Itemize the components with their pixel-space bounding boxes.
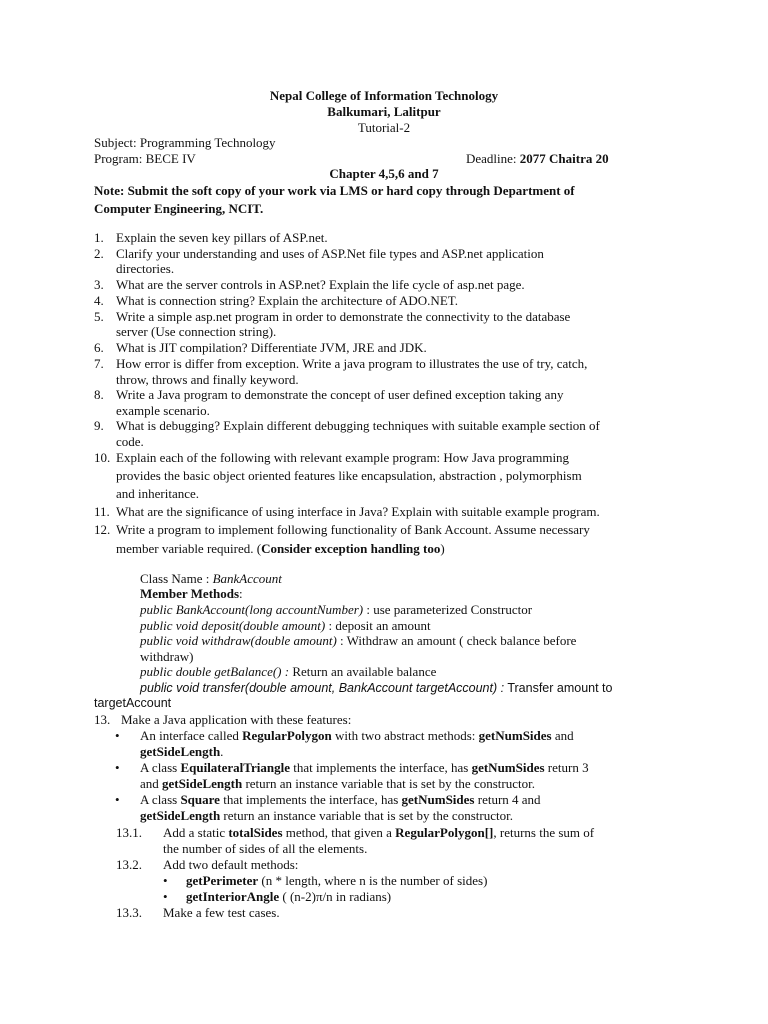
method-getbalance <box>140 664 680 680</box>
bullet: • <box>115 728 120 743</box>
sub-question-number: 13.2. <box>116 857 142 872</box>
text-bold: getNumSides <box>471 760 545 775</box>
question-text: Write a Java program to demonstrate the concept of user defined exception taking any <box>116 387 564 402</box>
question-number: 11. <box>94 504 110 519</box>
question-number: 3. <box>94 277 104 292</box>
question-text: What are the significance of using interface in Java? Explain with suitable example program. <box>116 504 600 519</box>
text-bold: getNumSides <box>478 728 552 743</box>
question-text: throw, throws and finally keyword. <box>116 372 299 387</box>
question-text: What is JIT compilation? Differentiate JVM, JRE and JDK. <box>116 340 427 355</box>
sub-question-text <box>163 825 683 841</box>
bullet-text <box>140 760 680 776</box>
sub-question-text: Make a few test cases. <box>163 905 280 920</box>
bullet-text <box>140 776 680 792</box>
text-plain: return 3 <box>544 760 589 775</box>
text-plain: , returns the sum of <box>493 825 595 840</box>
question-number: 7. <box>94 356 104 371</box>
text-bold: getSideLength <box>162 776 243 791</box>
question-text: What is debugging? Explain different debugging techniques with suitable example section of <box>116 418 600 433</box>
question-text: server (Use connection string). <box>116 324 277 339</box>
bullet-text <box>186 873 487 889</box>
methods-colon: : <box>239 586 243 601</box>
text-plain: ( (n-2)π/n in radians) <box>279 889 392 904</box>
sub-question-number: 13.1. <box>116 825 142 840</box>
bullet: • <box>115 760 120 775</box>
method-constructor <box>140 602 680 618</box>
text-plain: return 4 and <box>474 792 541 807</box>
deadline-value: 2077 Chaitra 20 <box>519 151 609 166</box>
question-text: directories. <box>116 261 175 276</box>
college-name: Nepal College of Information Technology <box>269 88 499 103</box>
question-text-plain: ) <box>440 541 445 556</box>
method-description: : use parameterized Constructor <box>363 602 533 617</box>
class-label: Class Name : <box>140 571 213 586</box>
question-text: Make a Java application with these features: <box>121 712 352 727</box>
text-bold: EquilateralTriangle <box>180 760 290 775</box>
text-bold: Square <box>180 792 220 807</box>
method-signature: public void withdraw(double amount) <box>140 633 337 648</box>
method-signature: public BankAccount(long accountNumber) <box>140 602 364 617</box>
bullet-text <box>140 792 680 808</box>
text-plain: and <box>551 728 574 743</box>
text-plain: that implements the interface, has <box>290 760 472 775</box>
text-plain: method, that given a <box>282 825 396 840</box>
bullet: • <box>163 889 168 904</box>
method-signature: public void transfer(double amount, BankAccount targetAccount) : <box>140 681 505 695</box>
bullet: • <box>163 873 168 888</box>
question-number: 1. <box>94 230 104 245</box>
sub-question-number: 13.3. <box>116 905 142 920</box>
question-text-plain: member variable required. ( <box>116 541 262 556</box>
text-plain: . <box>220 744 224 759</box>
text-plain: A class <box>140 760 181 775</box>
text-plain: (n * length, where n is the number of sides) <box>258 873 488 888</box>
subject-line: Subject: Programming Technology <box>94 135 276 150</box>
question-text: Write a program to implement following functionality of Bank Account. Assume necessary <box>116 522 590 537</box>
college-location: Balkumari, Lalitpur <box>327 104 441 119</box>
text-bold: totalSides <box>228 825 283 840</box>
question-text: example scenario. <box>116 403 210 418</box>
deadline-line <box>466 151 609 167</box>
text-plain: with two abstract methods: <box>331 728 479 743</box>
text-bold: getInteriorAngle <box>186 889 280 904</box>
chapter-line: Chapter 4,5,6 and 7 <box>329 166 439 181</box>
question-number: 12. <box>94 522 111 537</box>
question-text <box>116 541 682 557</box>
bullet-text <box>140 808 680 824</box>
question-number: 13. <box>94 712 111 727</box>
text-plain: return an instance variable that is set by the constructor. <box>220 808 513 823</box>
methods-label: Member Methods <box>140 586 240 601</box>
text-plain: An interface called <box>140 728 243 743</box>
method-withdraw-cont: withdraw) <box>140 649 194 664</box>
question-text-bold: Consider exception handling too <box>261 541 441 556</box>
bullet-text <box>140 744 680 760</box>
method-transfer-cont: targetAccount <box>94 696 172 710</box>
sub-question-text: the number of sides of all the elements. <box>163 841 368 856</box>
method-description: Return an available balance <box>289 664 437 679</box>
question-text: What are the server controls in ASP.net? Explain the life cycle of asp.net page. <box>116 277 525 292</box>
question-number: 8. <box>94 387 104 402</box>
question-number: 4. <box>94 293 104 308</box>
tutorial-title: Tutorial-2 <box>357 120 411 135</box>
text-plain: return an instance variable that is set by the constructor. <box>242 776 535 791</box>
method-deposit <box>140 618 680 634</box>
method-description: : deposit an amount <box>325 618 431 633</box>
text-bold: getSideLength <box>140 744 221 759</box>
method-description: : Withdraw an amount ( check balance before <box>336 633 577 648</box>
method-transfer <box>140 680 680 697</box>
deadline-label: Deadline: <box>466 151 520 166</box>
text-plain: Add a static <box>163 825 229 840</box>
text-bold: getNumSides <box>401 792 475 807</box>
question-text: How error is differ from exception. Write a java program to illustrates the use of try, catch, <box>116 356 588 371</box>
question-number: 10. <box>94 450 111 465</box>
text-plain: A class <box>140 792 181 807</box>
sub-question-text: Add two default methods: <box>163 857 299 872</box>
program-line: Program: BECE IV <box>94 151 196 166</box>
class-name: BankAccount <box>212 571 282 586</box>
question-text: Clarify your understanding and uses of ASP.Net file types and ASP.net application <box>116 246 544 261</box>
member-methods-label <box>140 586 680 602</box>
note-line-1: Note: Submit the soft copy of your work via LMS or hard copy through Department of <box>94 183 575 198</box>
text-plain: and <box>140 776 163 791</box>
question-text: Explain each of the following with relevant example program: How Java programming <box>116 450 570 465</box>
question-text: Explain the seven key pillars of ASP.net. <box>116 230 328 245</box>
question-text: What is connection string? Explain the architecture of ADO.NET. <box>116 293 458 308</box>
text-bold: getSideLength <box>140 808 221 823</box>
text-bold: getPerimeter <box>186 873 259 888</box>
bullet-text <box>140 728 680 744</box>
question-text: Write a simple asp.net program in order to demonstrate the connectivity to the database <box>116 309 571 324</box>
method-withdraw <box>140 633 680 649</box>
text-bold: RegularPolygon[] <box>395 825 494 840</box>
question-text: code. <box>116 434 144 449</box>
method-signature: public double getBalance() : <box>140 664 290 679</box>
question-number: 2. <box>94 246 104 261</box>
text-bold: RegularPolygon <box>242 728 332 743</box>
question-text: and inheritance. <box>116 486 200 501</box>
method-signature: public void deposit(double amount) <box>140 618 326 633</box>
bullet-text <box>186 889 391 905</box>
question-number: 5. <box>94 309 104 324</box>
note-line-2: Computer Engineering, NCIT. <box>94 201 264 216</box>
class-name-line <box>140 571 680 587</box>
text-plain: that implements the interface, has <box>219 792 402 807</box>
question-number: 9. <box>94 418 104 433</box>
question-text: provides the basic object oriented features like encapsulation, abstraction , polymorphism <box>116 468 582 483</box>
bullet: • <box>115 792 120 807</box>
question-number: 6. <box>94 340 104 355</box>
method-description: Transfer amount to <box>504 681 613 695</box>
